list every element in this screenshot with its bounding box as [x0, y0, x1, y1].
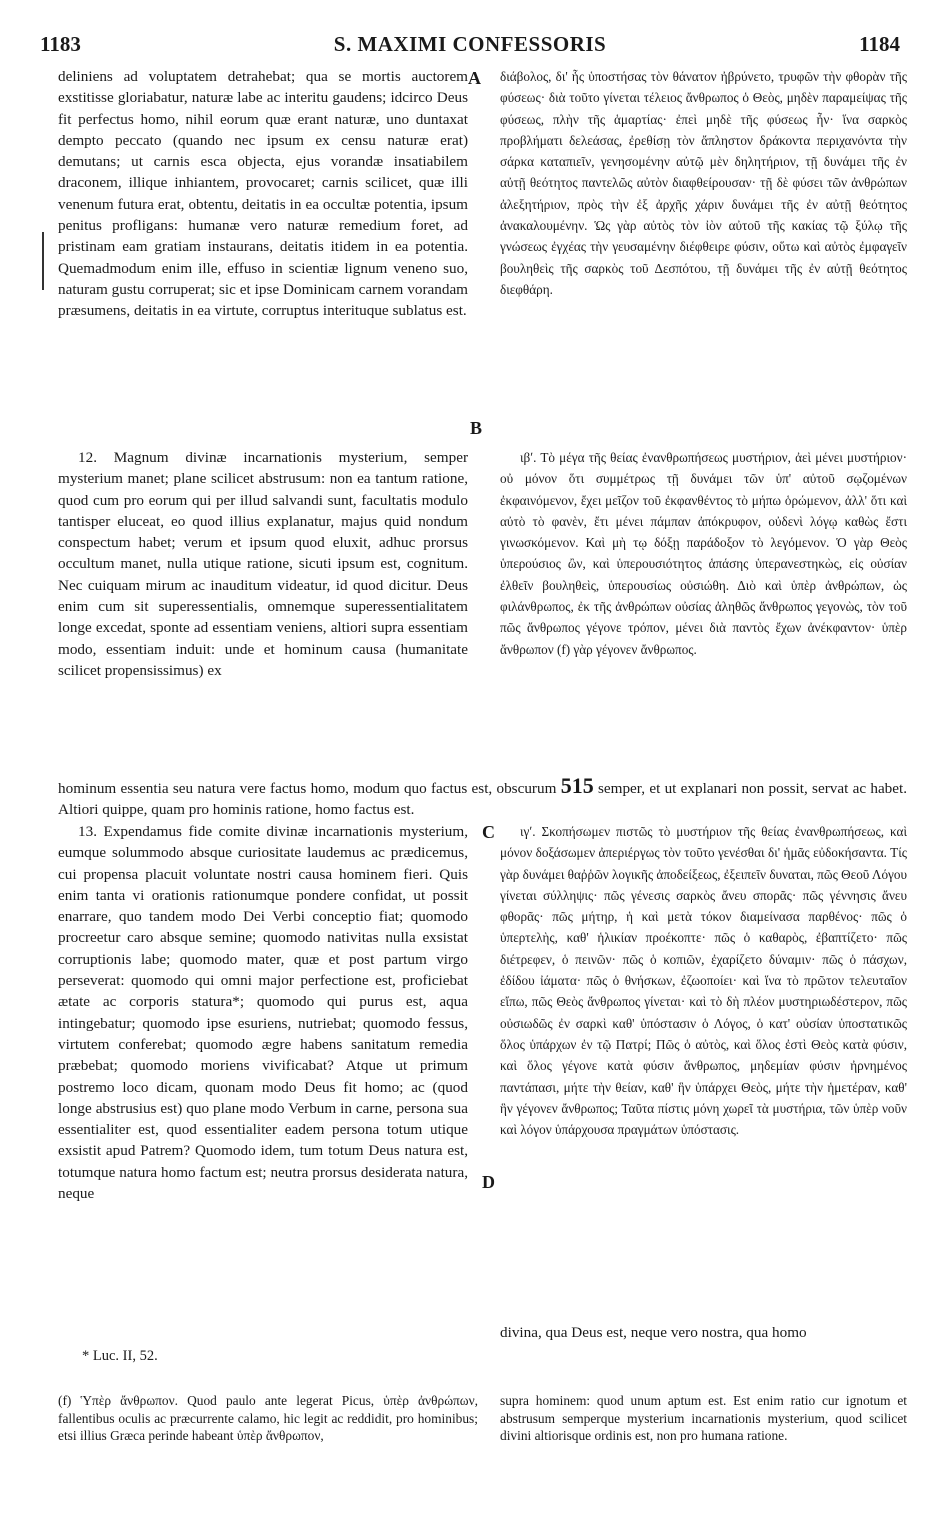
greek-text: διάβολος, δι' ἧς ὑποστήσας τὸν θάνατον ἠβρύνετο, τρυφῶν τὴν φθορὰν τῆς φύσεως· διὰ τοῦτο γίνεται τέλειος ἄνθρωπος ὁ Θεὸς, μηδὲν παραμείψας τῆς φύσεως, πλὴν τῆς ἁμαρτίας· ἐπεὶ μηδὲ τῆς φύσεως ἦν· ἵνα σαρκὸς προβλήματι δελεάσας, ἐρεθίσῃ τὸν ἄπληστον δράκοντα περιχανόντα τὴν σάρκα καταπιεῖν, γενησομένην αὐτῷ μὲν δηλητήριον, τῇ δυνάμει τῆς ἐν αὐτῇ θεότητος παντελῶς αὐτὸν διαφθείρουσαν· τῇ δὲ φύσει τῶν ἀνθρώπων ἀλεξητήριον, πρὸς τὴν ἐξ ἀρχῆς χάριν δυνάμει τῆς ἐν αὐτῇ θεότητος ἀνακαλουμένην. Ὡς γὰρ αὐτὸς τὸν ἰὸν αὐτοῦ τῆς κακίας τῷ ξύλῳ τῆς γνώσεως ἐγχέας τὴν γευσαμένην διέφθειρε φύσιν, οὕτω καὶ αὐτὸς ἐμφαγεῖν βουληθεὶς τῆς σαρκὸς τοῦ Δεσπότου, τῇ δυνάμει τῆς ἐν αὐτῇ θεότητος διεφθάρη. [500, 69, 907, 297]
column-number-marker: 515 [560, 773, 594, 798]
latin-text: deliniens ad voluptatem detrahebat; qua se mortis auctorem exstitisse gloriabatur, naturæ labe ac interitu gaudens; idcirco Deus fit perfectus homo, nihil eorum quæ erant naturæ, uno duntaxat dempto peccato (quando nec ipsum ex censu naturæ erat) demutans; ut carnis esca objecta, ejus vorandæ insatiabilem draconem, illique inhiantem, provocaret; carnis scilicet, quæ illi venenum futura erat, obtentu, deitatis in ea occultæ potentia, ipsum penitus profligans: humanæ vero naturæ remedium foret, ad pristinam eam gratiam instaurans, deitatis itidem in ea potentia. Quemadmodum enim ille, effuso in scientiæ lignum veneno suo, naturam gustu corruperat; sic et ipse Dominicam carnem vorandam præsumens, deitatis in ea virtute, corruptus interituque sublatus est. [58, 68, 468, 320]
margin-letter-b: B [470, 418, 483, 438]
right-column-number: 1184 [859, 32, 900, 56]
fullwidth-text-a: hominum essentia seu natura vere factus homo, modum quo factus est, obscurum [58, 780, 557, 797]
running-title: S. MAXIMI CONFESSORIS [333, 32, 607, 56]
fullwidth-passage [58, 775, 907, 821]
left-column-number: 1183 [40, 32, 81, 56]
greek-paragraph-12 [500, 447, 907, 769]
greek-paragraph-13 [500, 821, 907, 1333]
latin-continuation [500, 1322, 907, 1343]
footnote-f-left: (f) Ὑπὲρ ἄνθρωπον. Quod paulo ante legerat Picus, ὑπὲρ ἀνθρώπων, fallentibus oculis ac præcurrente calamo, hic legit ac reddidit, pro hominibus; etsi illius Græca perinde habeant ὑπὲρ ἄνθρωπον, [58, 1393, 478, 1443]
latin-text: 12. Magnum divinæ incarnationis mysterium, semper mysterium manet; plane scilicet abstrusum: non ea tantum ratione, quod cum pro eorum qui per illud salvandi sunt, facultatis modulo tantisper eluceat, eo quod illius explanatur, majus quid nondum conspectum habet; verum et ipsum quod eluxit, adhuc prorsus occultum manet, nulla utique ratione, sicuti ipsum est, cognitum. Nec cuiquam mirum ac inauditum videatur, id quod dicitur. Deus enim cum sit superessentialis, omnemque superessentialitatem longe excedat, sponte ad essentiam veniens, altiori supra essentiam modo, essentiam induit: unde et hominum causa (humanitate scilicet propensissimus) ex [58, 449, 468, 679]
running-header [40, 32, 900, 62]
latin-paragraph-13 [58, 821, 468, 1333]
latin-paragraph-11 [58, 66, 468, 444]
margin-letter-c: C [482, 822, 495, 842]
latin-continuation-text: divina, qua Deus est, neque vero nostra, qua homo [500, 1324, 807, 1341]
footnote-f-right: supra hominem: quod unum aptum est. Est enim ratio cur ignotum et abstrusum semperque mysterium incarnationis mysterium, quod scilicet divini altiorisque ordinis est, non pro humana ratione. [500, 1393, 907, 1443]
greek-text: ιβʹ. Τὸ μέγα τῆς θείας ἐνανθρωπήσεως μυστήριον, ἀεὶ μένει μυστήριον· οὐ μόνον ὅτι συμμέτρως τῇ δυνάμει τῶν ὑπ' αὐτοῦ σῳζομένων ἐκφαινόμενον, ἔχει μεῖζον τοῦ ἐκφανθέντος τὸ μήπω ὁρώμενον, ἀλλ' ὅτι καὶ αὐτὸ τὸ φανὲν, ἔτι μένει πάμπαν ἀπόκρυφον, οὐδενὶ λόγῳ καθὼς ἔστι γινωσκόμενον. Καὶ μὴ τῳ δόξῃ παράδοξον τὸ λεγόμενον. Ὁ γὰρ Θεὸς ὑπερούσιος ὢν, καὶ ὑπερουσιότητος ἁπάσης ὑπερανεστηκὼς, εἰς οὐσίαν ἐλθεῖν βουληθεὶς, ὑπερουσίως οὐσιώθη. Διὸ καὶ ὑπὲρ ἀνθρώπων, ὡς φιλάνθρωπος, ἐκ τῆς ἀνθρώπων οὐσίας ἀληθῶς ἄνθρωπος γεγονὼς, τὸν τοῦ πῶς ἄνθρωπος γέγονε τρόπον, μένει διὰ παντὸς ἔχων ἀνέκφαντον· ὑπὲρ ἄνθρωπον (f) γὰρ γέγονεν ἄνθρωπος. [500, 450, 907, 657]
scripture-reference: * Luc. II, 52. [82, 1348, 158, 1364]
fullwidth-text-b: semper, et ut explanari non possit, servat ac habet. Altiori quippe, quam pro hominis ratione, homo factus est. [58, 780, 908, 819]
greek-text: ιγʹ. Σκοπήσωμεν πιστῶς τὸ μυστήριον τῆς θείας ἐνανθρωπήσεως, καὶ μόνον δοξάσωμεν ἀπεριέργως τὸν τοῦτο γενέσθαι δι' ἡμᾶς εὐδοκήσαντα. Τίς γὰρ δυνάμει θαῤῥῶν λογικῆς ἀποδείξεως, ἐξειπεῖν δυναται, πῶς Θεοῦ Λόγου γίνεται σύλληψις· πῶς γένεσις σαρκὸς ἄνευ σπορᾶς· πῶς γέννησις ἄνευ φθορᾶς· πῶς μήτηρ, ἡ καὶ μετὰ τόκον διαμείνασα παρθένος· πῶς ὁ ὑπερτελὴς, καθ' ἡλικίαν προέκοπτε· πῶς ὁ καθαρὸς, ἐβαπτίζετο· πῶς διέτρεφεν, ὁ πεινῶν· πῶς ὁ κοπιῶν, ἐχαρίζετο δύναμιν· πῶς ὁ πάσχων, ἐδίδου ἰάματα· πῶς ὁ θνήσκων, ἐζωοποίει· καὶ ἵνα τὸ πρῶτον τελευταῖον εἴπω, πῶς Θεὸς ἄνθρωπος γίνεται· καὶ τὸ δὴ πλέον μυστηριωδέστερον, πῶς οὐσιωδῶς ἐν σαρκὶ καθ' ὑπόστασιν ὁ Λόγος, ὁ κατ' οὐσίαν ὑποστατικῶς ὅλος ὑπάρχων ἐν τῷ Πατρί; Πῶς ὁ αὐτὸς, καὶ ὅλος ἐστὶ Θεὸς κατὰ φύσιν, καὶ ὅλος γέγονε κατὰ φύσιν ἄνθρωπος, μηδεμίαν φύσιν ἠρνημένος παντάπασι, μήτε τὴν θείαν, καθ' ἣν ὑπάρχει Θεὸς, μήτε τὴν ἡμετέραν, καθ' ἣν γέγονεν ἄνθρωπος; Ταῦτα πίστις μόνη χωρεῖ τὰ μυστήρια, τῶν ὑπὲρ νοῦν καὶ λόγον ὑπάρχουσα πραγμάτων ὑπόστασις. [500, 824, 907, 1138]
greek-paragraph-11 [500, 66, 907, 422]
margin-letter-d: D [482, 1172, 495, 1192]
latin-paragraph-12 [58, 447, 468, 769]
latin-text: 13. Expendamus fide comite divinæ incarnationis mysterium, eumque solummodo absque curiositate laudemus ac prædicemus, cui propensa placuit voluntate nostri causa hominem fieri. Quis enim tanta vi orationis rationumque pondere confidat, ut possit enarrare, quo tandem modo Dei Verbi conceptio fiat; quomodo procreetur caro absque semine; quomodo nativitas nulla exsistat corruptionis labe; quomodo mater, quæ et post partum virgo perseverat: quomodo qui omni major perfectione est, proficiebat ætate ac corporis statura*; quomodo qui purus est, aqua intingebatur; quomodo ipse esuriens, nutriebat; quomodo fessus, virtutem conferebat; quomodo ægre habens sanitatum remedia præbebat; quomodo moriens vivificabat? Atque ut primum postremo loco dicam, quonam modo Deus fit homo; ac (quod longe abstrusius est) quo plane modo Verbum in carne, persona sua essentialiter est, quod essentialiter eadem persona totum utique exsistit apud Patrem? Quomodo idem, tum totum Deus natura est, totumque natura homo factum est; neutra prorsus desiderata natura, neque [58, 823, 468, 1203]
margin-bracket [42, 232, 44, 290]
margin-letter-a: A [468, 68, 481, 88]
